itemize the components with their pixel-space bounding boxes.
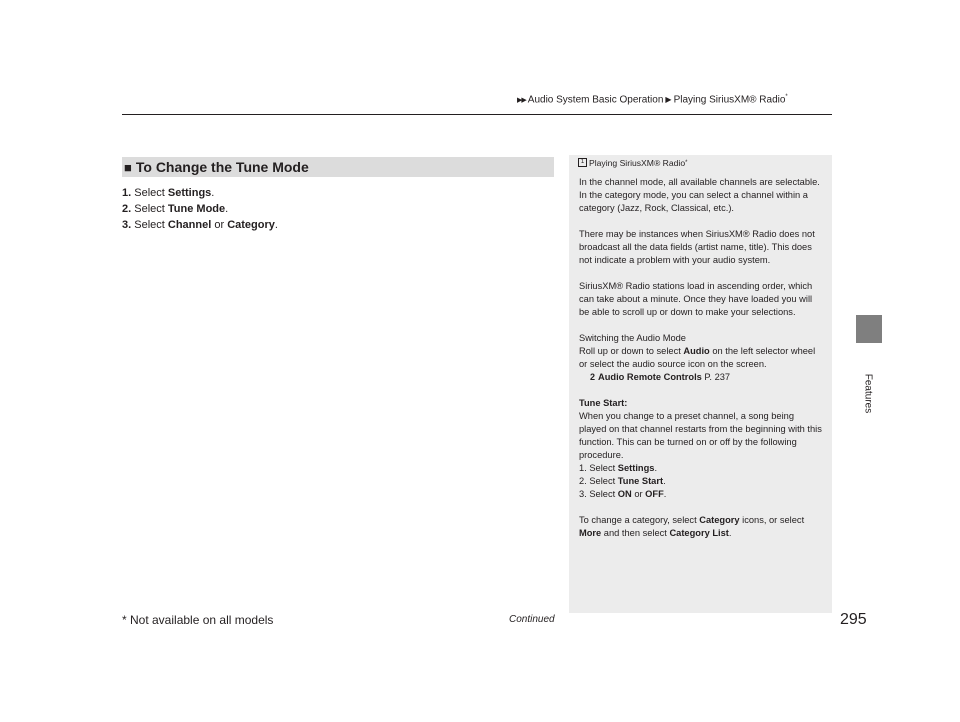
- step: 1. Select Settings.: [122, 187, 215, 199]
- note-tune-start: Tune Start: When you change to a preset channel, a song being played on that channel restarts from the beginning with this function. This can be turned on or off by the following procedure. 1. Select Settings. 2. Select Tune Start. 3. Select ON or OFF.: [579, 398, 822, 499]
- step: 3. Select Channel or Category.: [122, 219, 278, 231]
- asterisk-marker: *: [785, 94, 788, 100]
- side-note-panel: [569, 155, 832, 613]
- chapter-tab: [856, 315, 882, 343]
- continued-label: Continued: [509, 614, 555, 625]
- cross-reference-link[interactable]: 2 Audio Remote Controls P. 237: [590, 372, 731, 382]
- breadcrumb-item-siriusxm[interactable]: Playing SiriusXM® Radio: [673, 94, 786, 106]
- double-arrow-icon: ▶▶: [517, 97, 526, 105]
- step: 2. Select Tune Mode.: [122, 203, 229, 215]
- chapter-label: Features: [862, 373, 874, 414]
- note-title: 1 Playing SiriusXM® Radio *: [578, 157, 822, 170]
- page-number: 295: [840, 611, 867, 628]
- note-paragraph: There may be instances when SiriusXM® Radio does not broadcast all the data fields (artist name, title). This does not indicate a problem with your audio system.: [579, 229, 815, 265]
- reference-arrow-icon: 2: [590, 372, 596, 382]
- note-paragraph: SiriusXM® Radio stations load in ascending order, which can take about a minute. Once they have loaded you will be able to scroll up or down to make your selections.: [579, 281, 813, 317]
- note-paragraph: In the channel mode, all available channels are selectable. In the category mode, you can select a channel within a category (Jazz, Rock, Classical, etc.).: [579, 177, 820, 213]
- breadcrumb-item-audio-basic[interactable]: Audio System Basic Operation: [527, 94, 664, 106]
- breadcrumb: [517, 94, 788, 105]
- arrow-icon: ▶: [665, 95, 672, 105]
- header-rule: [122, 114, 832, 115]
- note-marker-icon: 1: [578, 158, 587, 167]
- note-switch-section: Switching the Audio Mode Roll up or down to select Audio on the left selector wheel or select the audio source icon on the screen. 2 Audio Remote Controls P. 237: [579, 332, 822, 384]
- square-bullet-icon: ■: [124, 159, 132, 175]
- procedure-steps: [122, 185, 278, 233]
- section-title: To Change the Tune Mode: [135, 159, 309, 175]
- note-category: To change a category, select Category icons, or select More and then select Category List.: [579, 515, 805, 538]
- availability-footnote: * Not available on all models: [122, 613, 274, 627]
- section-heading: [122, 157, 554, 177]
